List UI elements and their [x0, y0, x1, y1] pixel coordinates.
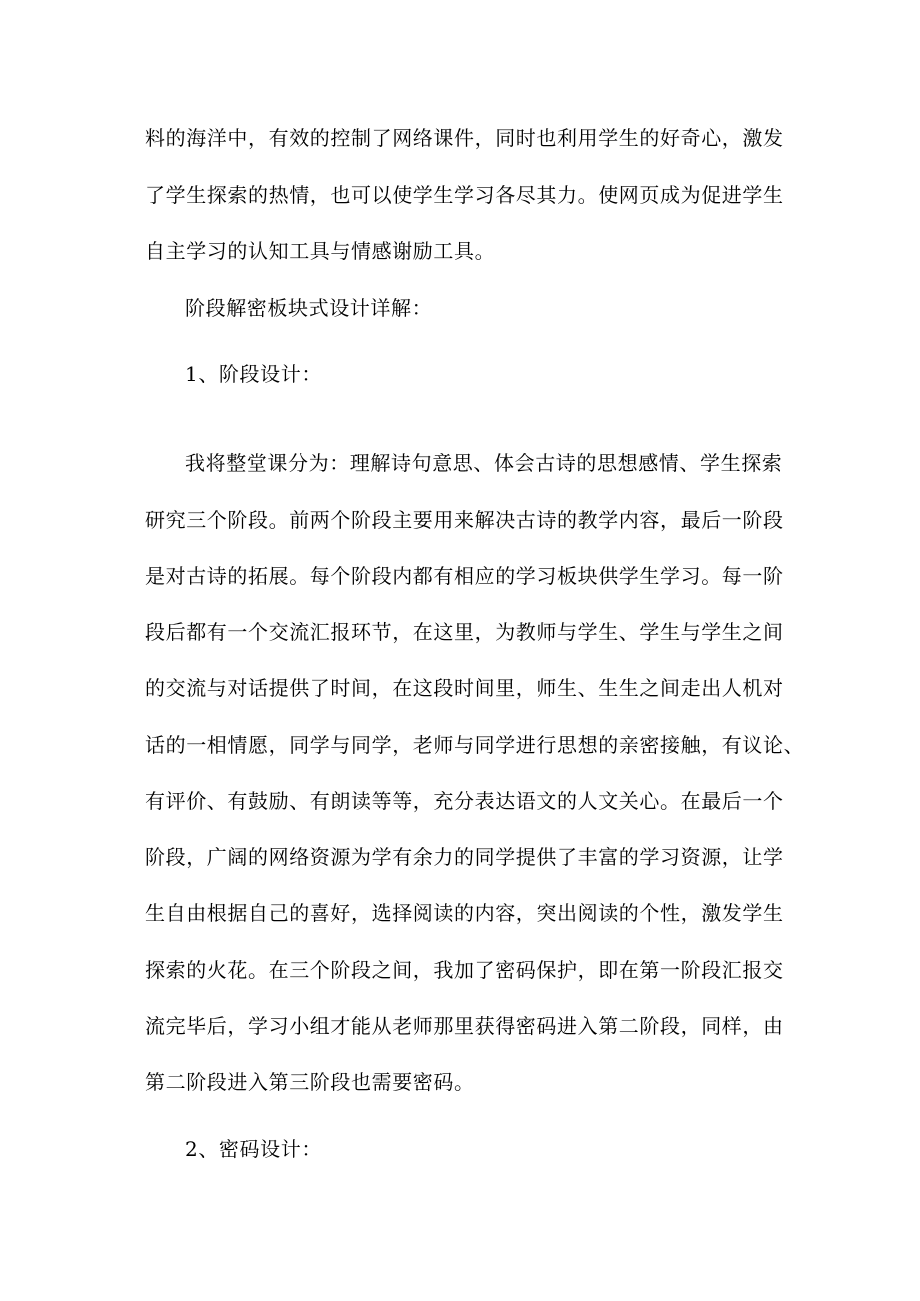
paragraph-line: 段后都有一个交流汇报环节，在这里，为教师与学生、学生与学生之间 [145, 620, 784, 644]
section-heading: 阶段解密板块式设计详解： [185, 296, 433, 320]
paragraph-line: 第二阶段进入第三阶段也需要密码。 [145, 1070, 475, 1094]
paragraph-line: 研究三个阶段。前两个阶段主要用来解决古诗的教学内容，最后一阶段 [145, 508, 784, 532]
item-heading-2: 2、密码设计： [185, 1137, 322, 1161]
paragraph-line: 是对古诗的拓展。每个阶段内都有相应的学习板块供学生学习。每一阶 [145, 564, 784, 588]
paragraph-line: 料的海洋中，有效的控制了网络课件，同时也利用学生的好奇心，激发 [145, 126, 784, 150]
paragraph-line: 话的一相情愿，同学与同学，老师与同学进行思想的亲密接触，有议论、 [145, 733, 805, 757]
paragraph-line: 了学生探索的热情，也可以使学生学习各尽其力。使网页成为促进学生 [145, 183, 784, 207]
paragraph-line: 生自由根据自己的喜好，选择阅读的内容，突出阅读的个性，激发学生 [145, 901, 784, 925]
paragraph-line: 的交流与对话提供了时间，在这段时间里，师生、生生之间走出人机对 [145, 676, 784, 700]
paragraph-line: 流完毕后，学习小组才能从老师那里获得密码进入第二阶段，同样，由 [145, 1014, 784, 1038]
paragraph-line: 探索的火花。在三个阶段之间，我加了密码保护，即在第一阶段汇报交 [145, 958, 784, 982]
item-heading-1: 1、阶段设计： [185, 362, 322, 386]
paragraph-line: 有评价、有鼓励、有朗读等等，充分表达语文的人文关心。在最后一个 [145, 789, 784, 813]
paragraph-line: 我将整堂课分为：理解诗句意思、体会古诗的思想感情、学生探索 [185, 451, 783, 475]
paragraph-line: 阶段，广阔的网络资源为学有余力的同学提供了丰富的学习资源，让学 [145, 845, 784, 869]
paragraph-line: 自主学习的认知工具与情感谢励工具。 [145, 239, 496, 263]
